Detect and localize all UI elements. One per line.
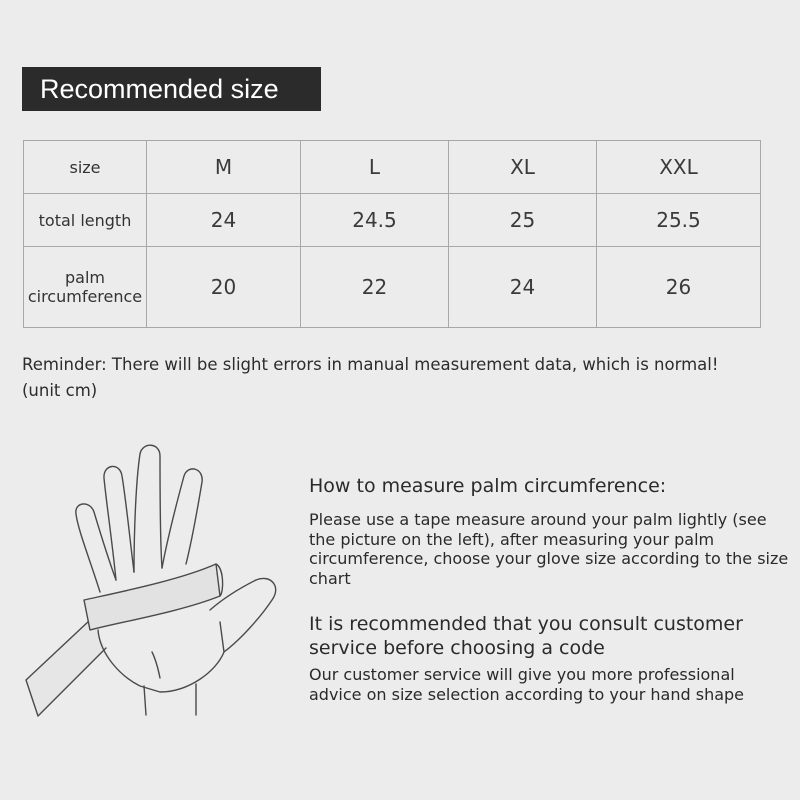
tape-tail (26, 620, 106, 716)
total-length-label: total length (24, 194, 147, 247)
hand-tape-measure-illustration (20, 440, 290, 720)
size-l-cell: L (301, 141, 449, 194)
table-cell: 26 (597, 247, 761, 328)
consult-heading: It is recommended that you consult customer service before choosing a code (309, 613, 743, 659)
ring-finger (104, 466, 134, 580)
table-cell: 25.5 (597, 194, 761, 247)
palm (98, 622, 224, 692)
consult-text: Our customer service will give you more professional advice on size selection according to your hand shape (309, 665, 745, 704)
palm-circumference-label (24, 247, 147, 328)
size-header-cell: size (24, 141, 147, 194)
table-cell: 24 (147, 194, 301, 247)
reminder-line1: Reminder: There will be slight errors in manual measurement data, which is normal! (22, 355, 719, 374)
table-cell: 25 (449, 194, 597, 247)
palm-label-line1: palm (65, 268, 105, 288)
index-finger (162, 469, 202, 568)
measure-instructions: Please use a tape measure around your palm lightly (see the picture on the left), after measuring your palm circumference, choose your glove size according to the size chart (309, 510, 789, 588)
measure-heading: How to measure palm circumference: (309, 475, 667, 497)
size-chart-table (23, 140, 761, 328)
palm-crease (152, 652, 160, 678)
info-panel (309, 473, 789, 704)
table-cell: 22 (301, 247, 449, 328)
tape-band (84, 564, 220, 630)
size-xl-cell: XL (449, 141, 597, 194)
wrist (144, 684, 196, 715)
recommended-size-banner: Recommended size (22, 67, 321, 111)
unit-note: (unit cm) (22, 381, 98, 400)
table-row (24, 141, 761, 194)
table-cell: 20 (147, 247, 301, 328)
table-row (24, 247, 761, 328)
size-xxl-cell: XXL (597, 141, 761, 194)
table-cell: 24 (449, 247, 597, 328)
reminder-note (22, 352, 718, 404)
middle-finger (134, 445, 162, 572)
size-m-cell: M (147, 141, 301, 194)
palm-label-line2: circumference (27, 287, 143, 307)
table-cell: 24.5 (301, 194, 449, 247)
pinky-finger (76, 504, 116, 592)
table-row (24, 194, 761, 247)
